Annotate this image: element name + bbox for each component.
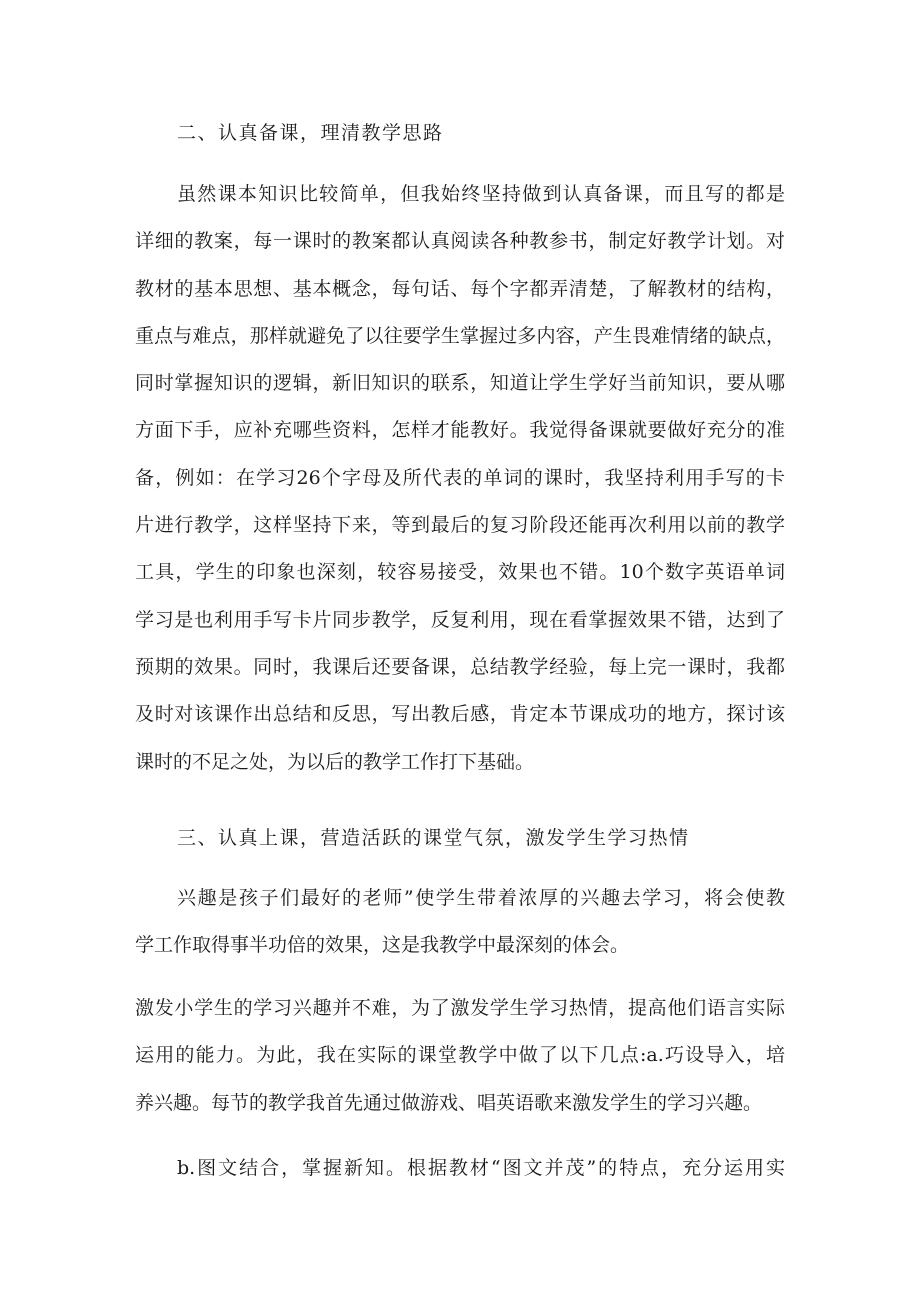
paragraph-line: 学工作取得事半功倍的效果，这是我教学中最深刻的体会。 <box>135 934 630 957</box>
paragraph-line: 学习是也利用手写卡片同步教学，反复利用，现在看掌握效果不错，达到了 <box>135 608 785 631</box>
paragraph-line: 预期的效果。同时，我课后还要备课，总结教学经验，每上完一课时，我都 <box>135 655 785 678</box>
paragraph-line: 兴趣是孩子们最好的老师”使学生带着浓厚的兴趣去学习，将会使教 <box>177 887 785 909</box>
section-3-heading: 三、认真上课，营造活跃的课堂气氛，激发学生学习热情 <box>177 827 690 849</box>
paragraph-line: 课时的不足之处，为以后的教学工作打下基础。 <box>135 750 535 773</box>
section-2-heading: 二、认真备课，理清教学思路 <box>177 122 444 144</box>
section-2-paragraph <box>135 171 785 786</box>
paragraph-line: 详细的教案，每一课时的教案都认真阅读各种教参书，制定好教学计划。对 <box>135 230 785 253</box>
paragraph-line: 养兴趣。每节的教学我首先通过做游戏、唱英语歌来激发学生的学习兴趣。 <box>135 1091 763 1114</box>
paragraph-line: 激发小学生的学习兴趣并不难，为了激发学生学习热情，提高他们语言实际 <box>135 997 785 1019</box>
paragraph-line: 虽然课本知识比较简单，但我始终坚持做到认真备课，而且写的都是 <box>177 183 785 205</box>
paragraph-line: 重点与难点，那样就避免了以往要学生掌握过多内容，产生畏难情绪的缺点， <box>135 324 785 347</box>
paragraph-line: 运用的能力。为此，我在实际的课堂教学中做了以下几点:a.巧设导入，培 <box>135 1044 785 1067</box>
paragraph-line: 及时对该课作出总结和反思，写出教后感，肯定本节课成功的地方，探讨该 <box>135 703 785 726</box>
section-3-paragraph-3 <box>135 1145 785 1192</box>
paragraph-line: 片进行教学，这样坚持下来，等到最后的复习阶段还能再次利用以前的教学 <box>135 514 785 537</box>
section-3-paragraph-1 <box>135 875 785 970</box>
paragraph-line: 方面下手，应补充哪些资料，怎样才能教好。我觉得备课就要做好充分的准 <box>135 419 785 442</box>
paragraph-line: 工具，学生的印象也深刻，较容易接受，效果也不错。10个数字英语单词 <box>135 561 785 584</box>
paragraph-line: b.图文结合，掌握新知。根据教材“图文并茂”的特点，充分运用实 <box>177 1157 785 1179</box>
section-3-paragraph-2 <box>135 985 785 1127</box>
paragraph-line: 教材的基本思想、基本概念，每句话、每个字都弄清楚，了解教材的结构， <box>135 277 785 300</box>
paragraph-line: 同时掌握知识的逻辑，新旧知识的联系，知道让学生学好当前知识，要从哪 <box>135 372 785 395</box>
paragraph-line: 备，例如：在学习26个字母及所代表的单词的课时，我坚持利用手写的卡 <box>135 466 785 489</box>
